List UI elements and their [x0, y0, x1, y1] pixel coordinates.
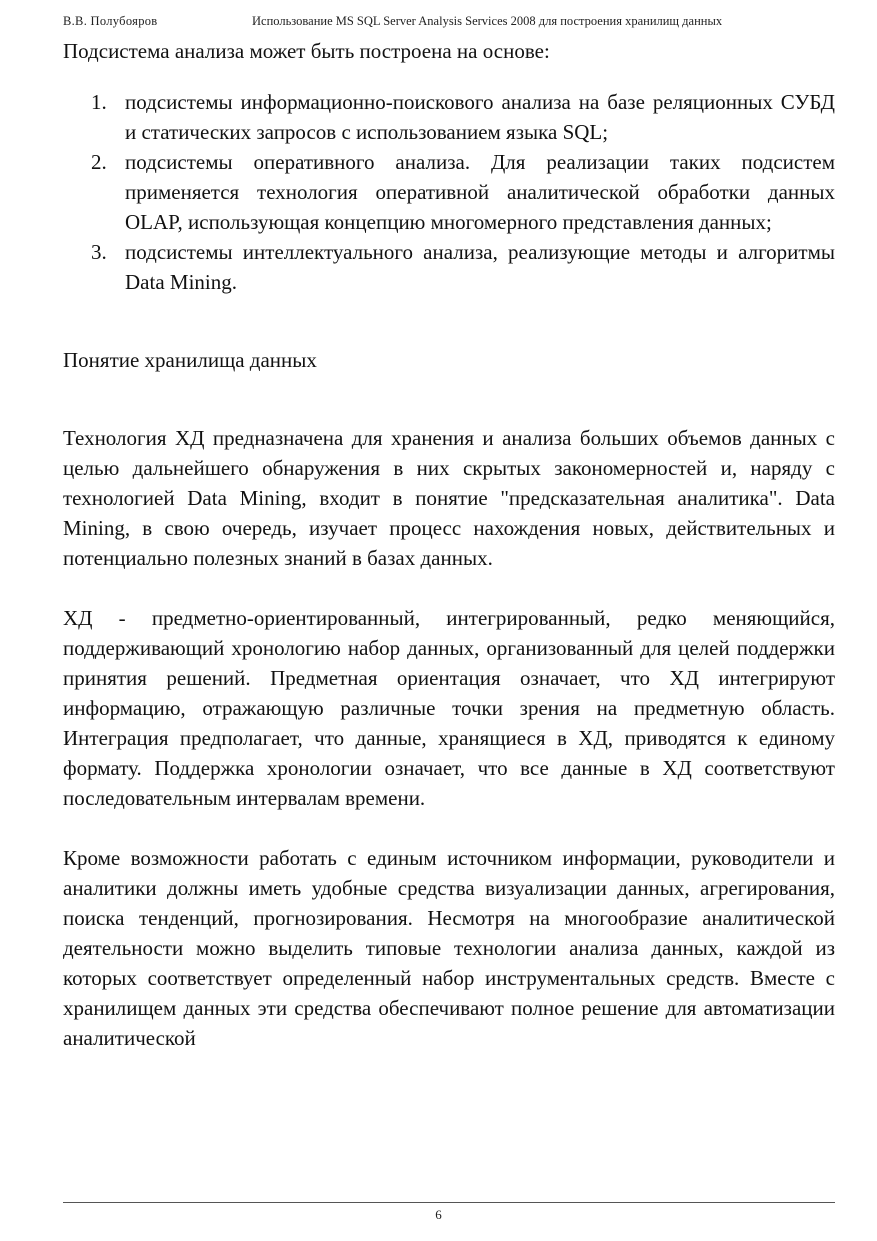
- section-title: Понятие хранилища данных: [63, 348, 317, 372]
- list-item-number: 2.: [91, 150, 107, 174]
- paragraph: ХД - предметно-ориентированный, интегрированный, редко меняющийся, поддерживающий хронологию набор данных, организованный для целей поддержки принятия решений. Предметная ориентация означает, что ХД интегрируют информацию, отражающую различные точки зрения на предметную область. Интеграция предполагает, что данные, хранящиеся в ХД, приводятся к единому формату. Поддержка хронологии означает, что все данные в ХД соответствуют последовательным интервалам времени.: [63, 606, 835, 810]
- list-item: [63, 147, 835, 237]
- page-header: [63, 14, 835, 34]
- paragraph: Технология ХД предназначена для хранения и анализа больших объемов данных с целью дальнейшего обнаружения в них скрытых закономерностей и, наряду с технологией Data Mining, входит в понятие "предсказательная аналитика". Data Mining, в свою очередь, изучает процесс нахождения новых, действительных и потенциально полезных знаний в базах данных.: [63, 426, 835, 570]
- intro-text: Подсистема анализа может быть построена на основе:: [63, 39, 550, 63]
- list-item-number: 3.: [91, 240, 107, 264]
- list-item-text: подсистемы информационно-поискового анализа на базе реляционных СУБД и статических запросов с использованием языка SQL;: [125, 90, 835, 144]
- approach-list: [63, 87, 835, 297]
- list-item: [63, 87, 835, 147]
- header-document-title: Использование MS SQL Server Analysis Services 2008 для построения хранилищ данных: [252, 14, 723, 28]
- page-content: [63, 36, 835, 1053]
- list-item-number: 1.: [91, 90, 107, 114]
- paragraph: Кроме возможности работать с единым источником информации, руководители и аналитики должны иметь удобные средства визуализации данных, агрегирования, поиска тенденций, прогнозирования. Несмотря на многообразие аналитической деятельности можно выделить типовые технологии анализа данных, каждой из которых соответствует определенный набор инструментальных средств. Вместе с хранилищем данных эти средства обеспечивают полное решение для автоматизации аналитической: [63, 846, 835, 1050]
- footer-divider: [63, 1202, 835, 1203]
- list-item-text: подсистемы оперативного анализа. Для реализации таких подсистем применяется технология оперативной аналитической обработки данных OLAP, использующая концепцию многомерного представления данных;: [125, 150, 835, 234]
- list-item-text: подсистемы интеллектуального анализа, реализующие методы и алгоритмы Data Mining.: [125, 240, 835, 294]
- list-item: [63, 237, 835, 297]
- page-number: 6: [435, 1207, 442, 1222]
- header-author: В.В. Полубояров: [63, 14, 158, 28]
